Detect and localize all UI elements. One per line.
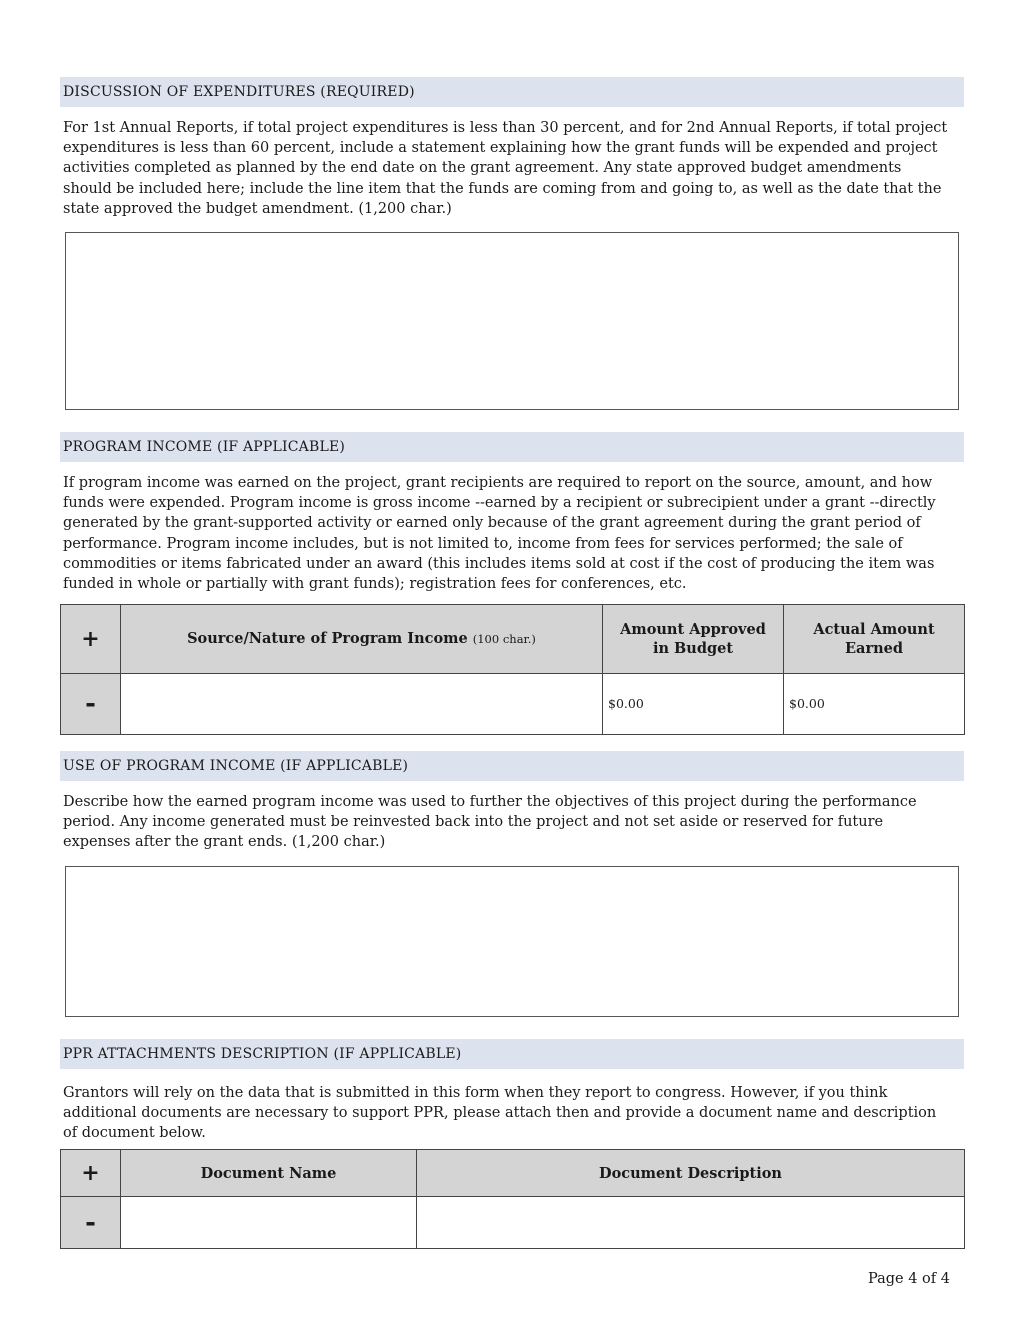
program-income-header: PROGRAM INCOME (IF APPLICABLE) bbox=[60, 432, 964, 462]
expenditures-header: DISCUSSION OF EXPENDITURES (REQUIRED) bbox=[60, 77, 964, 107]
table-row bbox=[61, 674, 965, 735]
attachments-table bbox=[60, 1149, 965, 1249]
page-number: Page 4 of 4 bbox=[868, 1271, 950, 1287]
program-income-table bbox=[60, 604, 965, 735]
attachments-header-row bbox=[61, 1150, 965, 1197]
expenditures-instructions: For 1st Annual Reports, if total project expenditures is less than 30 percent, and for 2nd Annual Reports, if total project expenditures is less than 60 percent, include a statement explaining how the grant funds will be expended and project activities completed as planned by the end date on the grant agreement. Any state approved budget amendments should be included here; include the line item that the funds are coming from and going to, as well as the date that the state approved the budget amendment. (1,200 char.) bbox=[63, 120, 948, 217]
source-column-label: Source/Nature of Program Income bbox=[187, 630, 468, 647]
document-description-input[interactable] bbox=[417, 1197, 965, 1249]
program-income-instructions: If program income was earned on the project, grant recipients are required to report on the source, amount, and how funds were expended. Program income is gross income --earned by a recipient or subrecipient under a grant --directly generated by the grant-supported activity or earned only because of the grant agreement during the grant period of performance. Program income includes, but is not limited to, income from fees for services performed; the sale of commodities or items fabricated under an award (this includes items sold at cost if the cost of producing the item was funded in whole or partially with grant funds); registration fees for conferences, etc. bbox=[63, 475, 936, 593]
remove-attachment-button[interactable]: - bbox=[61, 1197, 121, 1249]
source-input[interactable] bbox=[121, 674, 603, 735]
program-income-header-row bbox=[61, 605, 965, 674]
document-description-column-header: Document Description bbox=[417, 1150, 965, 1197]
document-name-column-header: Document Name bbox=[121, 1150, 417, 1197]
earned-amount-input[interactable]: $0.00 bbox=[784, 674, 965, 735]
document-name-input[interactable] bbox=[121, 1197, 417, 1249]
source-column-header bbox=[121, 605, 603, 674]
table-row bbox=[61, 1197, 965, 1249]
attachments-header: PPR ATTACHMENTS DESCRIPTION (IF APPLICABLE) bbox=[60, 1039, 964, 1069]
expenditures-textarea[interactable] bbox=[65, 232, 959, 410]
add-row-button[interactable]: + bbox=[61, 605, 121, 674]
use-of-income-instructions: Describe how the earned program income was used to further the objectives of this project during the performance period. Any income generated must be reinvested back into the project and not set aside or reserved for future expenses after the grant ends. (1,200 char.) bbox=[63, 794, 917, 851]
remove-row-button[interactable]: - bbox=[61, 674, 121, 735]
approved-column-header: Amount Approved in Budget bbox=[603, 605, 784, 674]
use-of-income-textarea[interactable] bbox=[65, 866, 959, 1017]
approved-amount-input[interactable]: $0.00 bbox=[603, 674, 784, 735]
add-attachment-button[interactable]: + bbox=[61, 1150, 121, 1197]
source-char-limit: (100 char.) bbox=[472, 632, 536, 646]
attachments-instructions: Grantors will rely on the data that is submitted in this form when they report to congress. However, if you think additional documents are necessary to support PPR, please attach then and provide a document name and description of document below. bbox=[63, 1085, 937, 1142]
use-of-income-header: USE OF PROGRAM INCOME (IF APPLICABLE) bbox=[60, 751, 964, 781]
earned-column-header: Actual Amount Earned bbox=[784, 605, 965, 674]
